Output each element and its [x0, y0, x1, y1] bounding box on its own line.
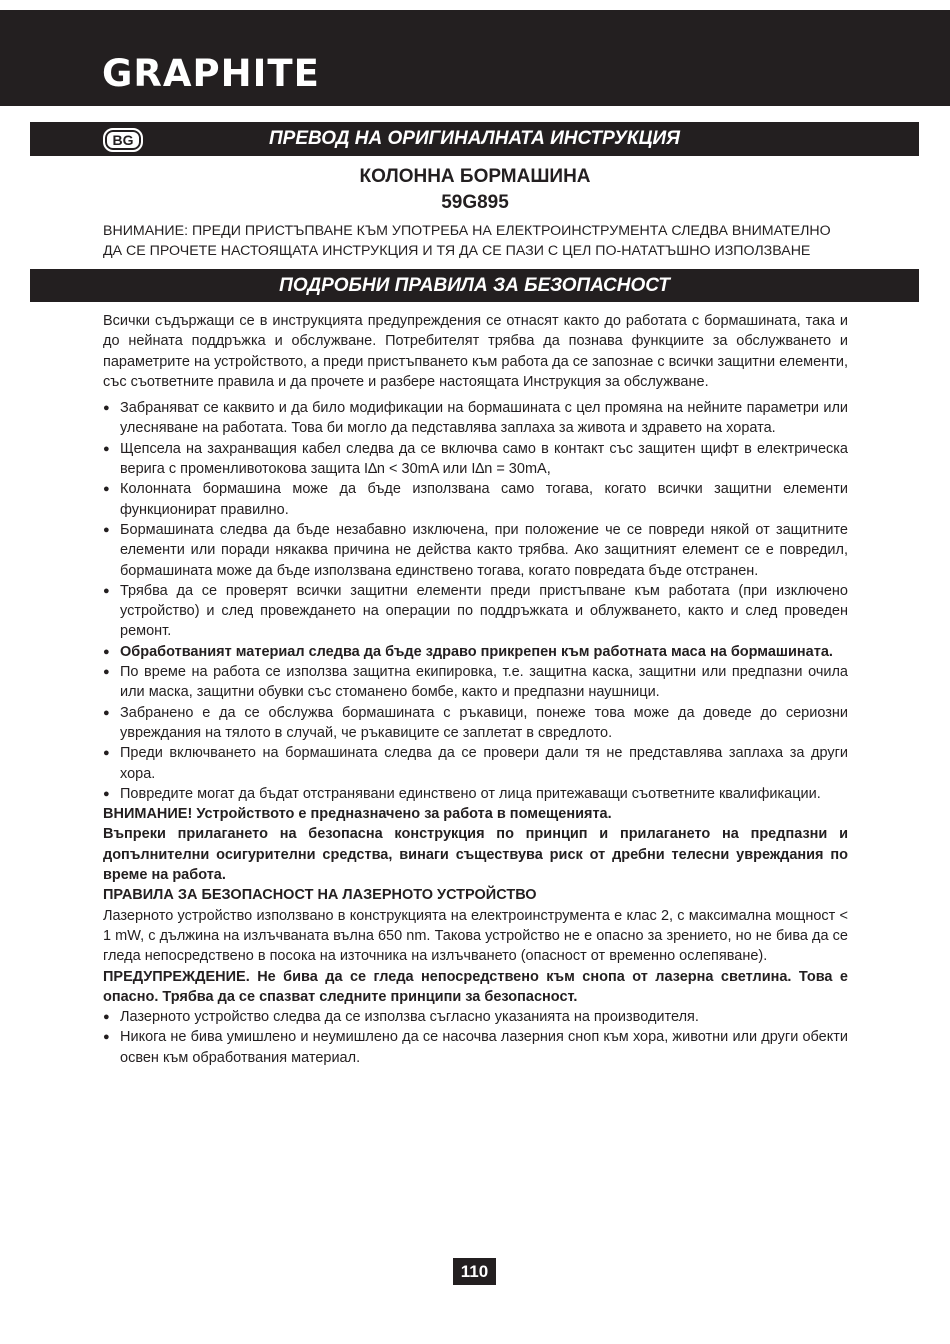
list-item: ● Трябва да се проверят всички защитни елементи преди пристъпване към работата (при изключено устройство) и след провеждането на операции по поддръжката и облужването, както и след проведен ремонт.	[103, 581, 848, 642]
page-number: 110	[453, 1258, 496, 1285]
list-item: ● Щепсела на захранващия кабел следва да се включва само в контакт със защитен щифт в електрическа верига с променливотокова защита I∆n < 30mA или I∆n = 30mA,	[103, 439, 848, 480]
safety-banner	[30, 269, 919, 302]
intro-paragraph: Всички съдържащи се в инструкцията предупреждения се отнасят както до работата с бормашината, така и до нейната поддръжка и обслужване. Потребителят трябва да познава функциите за обслужването и параметрите на устройството, а преди пристъпването към работа да се запознае с всички защитни елементи, със съответните правила и да прочете и разбере настоящата Инструкция за обслужване.	[103, 313, 848, 390]
safety-rules-list	[103, 398, 848, 804]
translation-banner-text: ПРЕВОД НА ОРИГИНАЛНАТА ИНСТРУКЦИЯ	[269, 128, 680, 149]
list-item: ● Бормашината следва да бъде незабавно изключена, при положение че се повреди някой от защитните елементи или поради някаква причина не действа както трябва. Ако защитният елемент се е повредил, бормашината може да бъде използвана единствено тогава, когато повредата бъде отстранен.	[103, 520, 848, 581]
risk-note: Въпреки прилагането на безопасна конструкция по принцип и прилагането на предпазни и допълнителни осигурителни средства, винаги съществува риск от дребни телесни увреждания по време на работа.	[103, 826, 848, 884]
laser-rules-list	[103, 1007, 848, 1068]
list-item: ● Забраняват се каквито и да било модификации на бормашината с цел промяна на нейните параметри или улесняване на работата. Това би могло да педставлява заплаха за живота и здравето на хората.	[103, 398, 848, 439]
laser-warning: ПРЕДУПРЕЖДЕНИЕ. Не бива да се гледа непосредствено към снопа от лазерна светлина. Това е опасно. Трябва да се спазват следните принципи за безопасност.	[103, 968, 848, 1005]
header-bar	[0, 10, 950, 106]
attention-note: ВНИМАНИЕ! Устройството е предназначено за работа в помещенията.	[103, 806, 612, 823]
list-item: ● Колонната бормашина може да бъде използвана само тогава, когато всички защитни елементи функционират правилно.	[103, 479, 848, 520]
list-item: ● Никога не бива умишлено и неумишлено да се насочва лазерния сноп към хора, животни или други обекти освен към обработвания материал.	[103, 1027, 848, 1068]
product-name: КОЛОННА БОРМАШИНА	[359, 166, 591, 187]
translation-banner	[30, 122, 919, 156]
safety-banner-text: ПОДРОБНИ ПРАВИЛА ЗА БЕЗОПАСНОСТ	[279, 275, 670, 296]
list-item: ● Обработваният материал следва да бъде здраво прикрепен към работната маса на бормашината.	[103, 642, 848, 662]
list-item: ● По време на работа се използва защитна екипировка, т.е. защитна каска, защитни или предпазни очила или маска, защитни обувки със стоманено бомбе, както и предпазни наушници.	[103, 662, 848, 703]
list-item: ● Забранено е да се обслужва бормашината с ръкавици, понеже това може да доведе до сериозни увреждания на тялото в случай, че ръкавиците се заплетат в свредлото.	[103, 703, 848, 744]
list-item: ● Лазерното устройство следва да се използва съгласно указанията на производителя.	[103, 1007, 848, 1027]
main-content	[103, 311, 848, 1068]
product-code: 59G895	[441, 192, 509, 213]
list-item: ● Повредите могат да бъдат отстранявани единствено от лица притежаващи съответните квалификации.	[103, 784, 848, 804]
top-warning: ВНИМАНИЕ: ПРЕДИ ПРИСТЪПВАНЕ КЪМ УПОТРЕБА НА ЕЛЕКТРОИНСТРУМЕНТА СЛЕДВА ВНИМАТЕЛНО ДА СЕ ПРОЧЕТЕ НАСТОЯЩАТА ИНСТРУКЦИЯ И ТЯ ДА СЕ ПАЗИ С ЦЕЛ ПО-НАТАТЪШНО ИЗПОЛЗВАНЕ	[103, 223, 831, 259]
laser-heading: ПРАВИЛА ЗА БЕЗОПАСНОСТ НА ЛАЗЕРНОТО УСТРОЙСТВО	[103, 887, 537, 904]
language-badge: BG	[103, 128, 143, 152]
list-item: ● Преди включването на бормашината следва да се провери дали тя не представлява заплаха за други хора.	[103, 743, 848, 784]
brand-logo: GRAPHITE	[102, 52, 320, 95]
laser-text: Лазерното устройство използвано в конструкцията на електроинструмента е клас 2, с максимална мощност < 1 mW, с дължина на излъчваната вълна 650 nm. Такова устройство не е опасно за зрението, но не бива да се гледа непосредствено в посока на източника на излъчването (опасност от временно ослепяване).	[103, 907, 848, 965]
